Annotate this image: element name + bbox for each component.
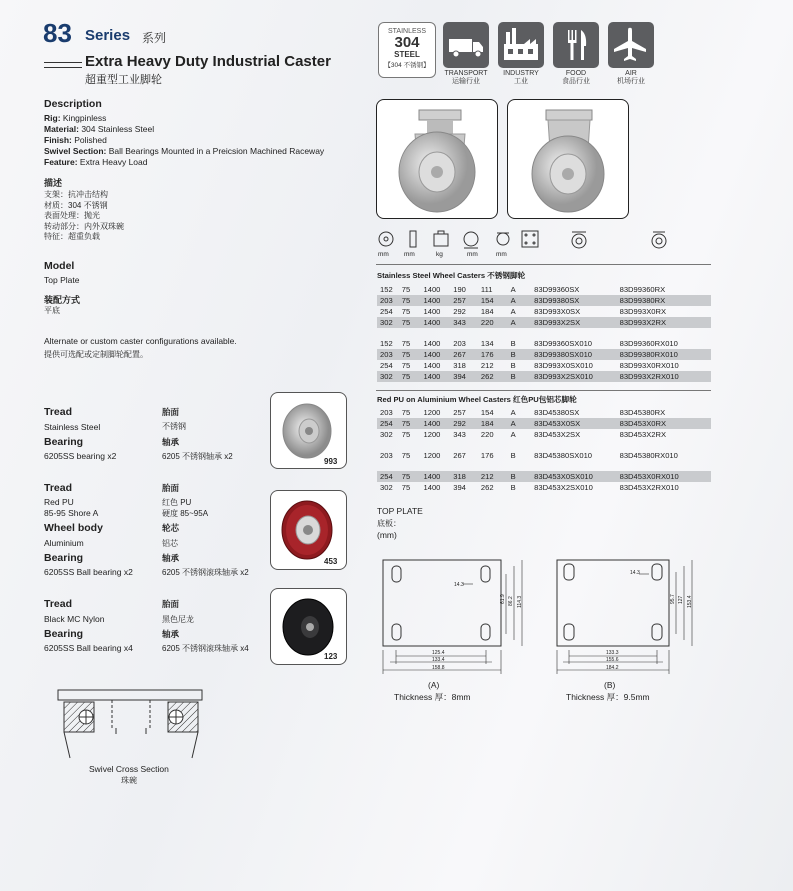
table-cell: 83D99380RX010 [620, 349, 711, 360]
dim-a-d4: 114.3 [517, 595, 523, 608]
table-cell: 292 [453, 307, 466, 316]
table-cell: A [510, 430, 516, 439]
table-cell: 1400 [424, 349, 454, 360]
description-heading-cn: 描述 [44, 178, 63, 188]
table-spacer [377, 440, 711, 450]
description-line-cn: 材质：304 不锈钢 [44, 200, 108, 210]
table-cell: 83D453X2SX010 [534, 483, 593, 492]
ss-table-title: Stainless Steel Wheel Casters 不锈钢脚轮 [377, 271, 526, 280]
table-cell: 318 [453, 361, 466, 370]
table-cell: 1400 [423, 339, 441, 348]
description-value: Kingpinless [60, 113, 107, 123]
table-cell: 302 [377, 371, 402, 382]
industry-label-air: AIR 机场行业 [617, 70, 645, 85]
top-plate-drawing-b [554, 552, 704, 682]
wheel2-core-cn: 铝芯 [162, 539, 178, 548]
industry-label-food: FOOD 食品行业 [562, 70, 590, 85]
series-word: Series [85, 27, 131, 44]
table-cell: A [511, 295, 535, 306]
top-plate-unit: (mm) [377, 530, 397, 540]
table-cell: B [511, 471, 535, 482]
airplane-icon [608, 22, 654, 68]
table-cell: 83D453X0SX010 [534, 471, 619, 482]
wheel1-code: 993 [324, 457, 338, 466]
table-cell: 1400 [424, 471, 454, 482]
wheel3-tread-cn-label: 胎面 [162, 599, 180, 609]
table-cell: 83D993X2SX010 [534, 371, 619, 382]
wheel3-bearing-cn-label: 轴承 [162, 629, 180, 639]
table-cell: 75 [402, 295, 424, 306]
unit-5: mm [496, 251, 507, 258]
table-spacer-cell [377, 328, 711, 338]
table-row [377, 371, 711, 382]
table-cell: 203 [377, 295, 402, 306]
table-spacer [377, 328, 711, 338]
description-value: 304 Stainless Steel [78, 124, 155, 134]
wheel2-tread-cn: 红色 PU [162, 498, 192, 507]
table-cell: 83D99360SX [534, 285, 580, 294]
table-cell: B [510, 361, 516, 370]
unit-4: mm [467, 251, 478, 258]
table-cell: B [510, 483, 516, 492]
table-cell: 152 [380, 339, 393, 348]
table-row [377, 349, 711, 360]
table-cell: 343 [453, 430, 466, 439]
table-cell: 83D99380SX010 [534, 349, 619, 360]
wheel2-tread-hardness: 85-95 Shore A [44, 508, 99, 518]
wheel3-bearing-label: Bearing [44, 628, 84, 640]
table-cell: 152 [380, 285, 393, 294]
table-cell: 203 [380, 451, 393, 460]
table-cell: 302 [380, 483, 393, 492]
table-cell: 1400 [423, 307, 441, 316]
table-cell: 343 [453, 317, 481, 328]
table-cell: 254 [380, 307, 393, 316]
table-cell: 176 [481, 349, 511, 360]
unit-1: mm [378, 251, 389, 258]
table-cell: 111 [480, 285, 493, 294]
industry-label-transport: TRANSPORT 运输行业 [444, 70, 488, 85]
table-cell: 83D99380SX [534, 295, 619, 306]
table-row [377, 482, 711, 493]
table-cell: 83D453X2SX [534, 430, 581, 439]
table-cell: 220 [480, 430, 494, 439]
table-cell: 302 [380, 430, 393, 439]
top-plate-cn: 底板： [377, 519, 401, 528]
wheel3-bearing: 6205SS Ball bearing x4 [44, 643, 133, 653]
wheel3-code: 123 [324, 652, 338, 661]
description-line-cn: 特征：超重负载 [44, 232, 100, 241]
table-cell: 1400 [424, 418, 454, 429]
description-line [44, 146, 364, 157]
wheel2-tread: Red PU [44, 497, 74, 507]
custom-note: Alternate or custom caster configurations available. [44, 336, 237, 346]
table-cell: A [511, 418, 535, 429]
description-key: Swivel Section: [44, 146, 107, 156]
wheel2-bearing: 6205SS Ball bearing x2 [44, 567, 133, 577]
table-cell: 1200 [423, 408, 441, 417]
table-cell: 83D99380RX [620, 295, 711, 306]
factory-icon [498, 22, 544, 68]
table-cell: 212 [480, 361, 494, 370]
table-cell: 1200 [423, 430, 441, 439]
table-cell: 83D45380SX010 [534, 451, 593, 460]
table-cell: 75 [402, 471, 424, 482]
table-cell: 1400 [424, 371, 454, 382]
table-cell: 83D993X0RX [619, 307, 667, 316]
table-cell: 83D993X2SX [534, 317, 619, 328]
table-cell: 1400 [423, 483, 441, 492]
table-row [377, 407, 711, 418]
table-cell: 75 [401, 430, 411, 439]
table-cell: 83D45380RX [619, 408, 666, 417]
table-cell: 83D993X0RX010 [619, 361, 679, 370]
table-row [377, 284, 711, 295]
description-heading: Description [44, 98, 102, 110]
table-cell: 83D453X2RX010 [619, 483, 679, 492]
series-cn: 系列 [142, 31, 167, 45]
badge-line2: 304 [394, 34, 420, 51]
caster-photo-1 [376, 99, 498, 219]
table-cell: 75 [402, 317, 424, 328]
description-key: Feature: [44, 157, 78, 167]
description-lines-cn [44, 190, 124, 243]
table-cell: 75 [402, 371, 424, 382]
dim-b-d1: 14.3 [630, 570, 640, 576]
model-heading-cn: 装配方式 [44, 295, 81, 305]
wheel2-code: 453 [324, 557, 338, 566]
table-cell: B [510, 339, 516, 348]
rule [376, 264, 711, 265]
table-cell: 75 [401, 451, 411, 460]
table-cell: 262 [480, 483, 494, 492]
drawing-a-label: (A) [428, 680, 440, 690]
description-value: Ball Bearings Mounted in a Preicsion Machined Raceway [106, 146, 325, 156]
stainless-304-badge [378, 22, 436, 78]
table-cell: 1400 [423, 361, 441, 370]
wheel2-bearing-cn: 6205 不锈钢滚珠轴承 x2 [162, 568, 249, 577]
wheel3-tread-cn: 黑色尼龙 [162, 615, 194, 624]
page-title-cn: 超重型工业脚轮 [85, 74, 162, 86]
swivel-cross-section-drawing [56, 688, 206, 766]
model-value: Top Plate [44, 275, 80, 285]
wheel2-core: Aluminium [44, 538, 84, 548]
table-cell: 83D453X0SX [534, 418, 619, 429]
description-line [44, 124, 364, 135]
description-key: Finish: [44, 135, 72, 145]
caster-photo-2 [507, 99, 629, 219]
description-key: Material: [44, 124, 79, 134]
description-key: Rig: [44, 113, 61, 123]
table-cell: 83D993X2RX010 [620, 371, 711, 382]
table-row [377, 338, 711, 349]
table-cell: 257 [453, 295, 481, 306]
drawing-b-thickness: Thickness 厚：9.5mm [566, 692, 650, 702]
wheel2-tread-label: Tread [44, 482, 73, 494]
rule [376, 390, 711, 391]
truck-icon [443, 22, 489, 68]
description-line-cn: 表面处理：抛光 [44, 211, 100, 220]
table-cell: 262 [481, 371, 511, 382]
top-plate-drawing-a [378, 552, 528, 682]
industry-label-industry: INDUSTRY 工业 [503, 70, 539, 85]
table-cell: 83D453X0RX010 [620, 471, 711, 482]
badge-line4: 【304 不锈钢】 [384, 62, 430, 69]
dim-a-w2: 133.4 [432, 657, 445, 663]
wheel2-core-cn-label: 轮芯 [162, 523, 180, 533]
table-cell: 134 [480, 339, 494, 348]
table-cell: 254 [380, 361, 393, 370]
table-row [377, 429, 711, 440]
description-lines [44, 113, 364, 168]
table-cell: 83D99360SX010 [534, 339, 593, 348]
dimension-icons-row [376, 228, 706, 260]
cross-section-label: Swivel Cross Section [89, 764, 169, 774]
wheel2-bearing-cn-label: 轴承 [162, 553, 180, 563]
dim-b-d3: 127 [678, 595, 684, 604]
table-cell: A [511, 317, 535, 328]
top-plate-title: TOP PLATE [377, 506, 423, 516]
table-cell: 75 [402, 418, 424, 429]
wheel3-tread: Black MC Nylon [44, 614, 105, 624]
page-title: Extra Heavy Duty Industrial Caster [85, 53, 331, 70]
table-cell: 302 [377, 317, 402, 328]
description-value: Polished [71, 135, 107, 145]
table-cell: 254 [377, 418, 402, 429]
wheel1-bearing-cn: 6205 不锈钢轴承 x2 [162, 452, 233, 461]
wheel1-tread-cn-label: 胎面 [162, 407, 180, 417]
table-cell: 154 [481, 295, 511, 306]
description-line-cn: 支架：抗冲击结构 [44, 190, 108, 199]
table-cell: 203 [453, 339, 466, 348]
description-value: Extra Heavy Load [77, 157, 148, 167]
table-cell: 1400 [424, 317, 454, 328]
wheel1-tread: Stainless Steel [44, 422, 101, 432]
table-cell: A [510, 307, 516, 316]
badge-line1: STAINLESS [388, 28, 426, 35]
table-cell: 212 [481, 471, 511, 482]
table-cell: 267 [453, 451, 466, 460]
table-cell: 176 [480, 451, 494, 460]
badge-line3: STEEL [394, 50, 420, 59]
dim-a-d2: 61.9 [500, 594, 506, 604]
dim-a-d1: 14.3 [454, 582, 464, 588]
wheel2-core-label: Wheel body [44, 522, 103, 534]
table-cell: 394 [453, 483, 466, 492]
table-cell: 292 [453, 418, 481, 429]
dim-b-w3: 184.2 [606, 665, 619, 671]
model-heading: Model [44, 260, 75, 272]
table-cell: 75 [401, 307, 411, 316]
table-cell: B [510, 451, 516, 460]
dim-b-d2: 95.7 [670, 594, 676, 604]
table-cell: 83D99360RX [619, 285, 666, 294]
drawing-b-label: (B) [604, 680, 616, 690]
wheel1-tread-label: Tread [44, 406, 73, 418]
table-cell: 154 [480, 408, 494, 417]
series-number: 83 [43, 18, 72, 48]
table-cell: 83D993X0SX [534, 307, 581, 316]
table-row [377, 295, 711, 306]
pu-spec-table [377, 407, 711, 493]
drawing-a-thickness: Thickness 厚：8mm [394, 692, 471, 702]
table-cell: 75 [401, 339, 411, 348]
dim-b-w2: 155.6 [606, 657, 619, 663]
table-cell: 83D453X2RX [619, 430, 667, 439]
table-row [377, 418, 711, 429]
table-row [377, 306, 711, 317]
wheel2-hardness-cn: 硬度 85~95A [162, 509, 209, 518]
wheel1-bearing: 6205SS bearing x2 [44, 451, 117, 461]
cross-section-label-cn: 珠碗 [121, 776, 137, 785]
wheel3-tread-label: Tread [44, 598, 73, 610]
table-cell: 83D45380RX010 [619, 451, 678, 460]
wheel1-bearing-cn-label: 轴承 [162, 437, 180, 447]
table-cell: 83D45380SX [534, 408, 580, 417]
table-cell: 75 [401, 483, 411, 492]
table-cell: A [510, 285, 516, 294]
dim-a-d3: 86.2 [508, 596, 514, 606]
table-cell: 83D99360RX010 [619, 339, 678, 348]
description-line [44, 135, 364, 146]
table-cell: 257 [453, 408, 466, 417]
wheel2-bearing-label: Bearing [44, 552, 84, 564]
table-spacer-cell [377, 440, 711, 450]
table-row [377, 450, 711, 461]
table-spacer-cell [377, 461, 711, 471]
dim-a-w3: 158.8 [432, 665, 445, 671]
table-cell: 184 [480, 307, 494, 316]
table-cell: 1400 [423, 285, 441, 294]
table-cell: 184 [481, 418, 511, 429]
wheel2-tread-cn-label: 胎面 [162, 483, 180, 493]
unit-2: mm [404, 251, 415, 258]
table-spacer [377, 461, 711, 471]
table-cell: 203 [377, 349, 402, 360]
unit-3: kg [436, 251, 443, 258]
table-cell: 318 [453, 471, 481, 482]
table-row [377, 360, 711, 371]
table-cell: 75 [402, 349, 424, 360]
wheel1-bearing-label: Bearing [44, 436, 84, 448]
fork-knife-icon [553, 22, 599, 68]
description-line-cn: 转动部分：内外双珠碗 [44, 221, 124, 231]
description-line [44, 157, 364, 168]
wheel1-tread-cn: 不锈钢 [162, 422, 186, 431]
pu-table-title: Red PU on Aluminium Wheel Casters 红色PU包铝芯脚轮 [377, 395, 577, 404]
table-row [377, 317, 711, 328]
title-rule [44, 62, 82, 68]
description-line [44, 113, 364, 124]
ss-spec-table [377, 284, 711, 382]
table-cell: 394 [453, 371, 481, 382]
table-cell: 75 [401, 408, 411, 417]
table-cell: 83D993X2RX [620, 317, 711, 328]
table-cell: 203 [380, 408, 393, 417]
table-cell: A [510, 408, 516, 417]
table-cell: 1400 [424, 295, 454, 306]
table-cell: 254 [377, 471, 402, 482]
table-cell: 83D453X0RX [620, 418, 711, 429]
table-cell: 190 [453, 285, 466, 294]
table-cell: 267 [453, 349, 481, 360]
wheel3-bearing-cn: 6205 不锈钢滚珠轴承 x4 [162, 644, 249, 653]
table-cell: B [511, 349, 535, 360]
model-value-cn: 平底 [44, 306, 60, 315]
table-cell: 220 [481, 317, 511, 328]
dim-a-w1: 125.4 [432, 650, 445, 656]
dim-b-w1: 133.3 [606, 650, 619, 656]
dim-b-d4: 153.4 [687, 595, 693, 608]
table-row [377, 471, 711, 482]
table-cell: 83D993X0SX010 [534, 361, 593, 370]
table-cell: B [511, 371, 535, 382]
table-cell: 75 [401, 361, 411, 370]
table-cell: 1200 [423, 451, 441, 460]
custom-note-cn: 提供可选配或定制脚轮配置。 [44, 350, 148, 359]
table-cell: 75 [401, 285, 411, 294]
